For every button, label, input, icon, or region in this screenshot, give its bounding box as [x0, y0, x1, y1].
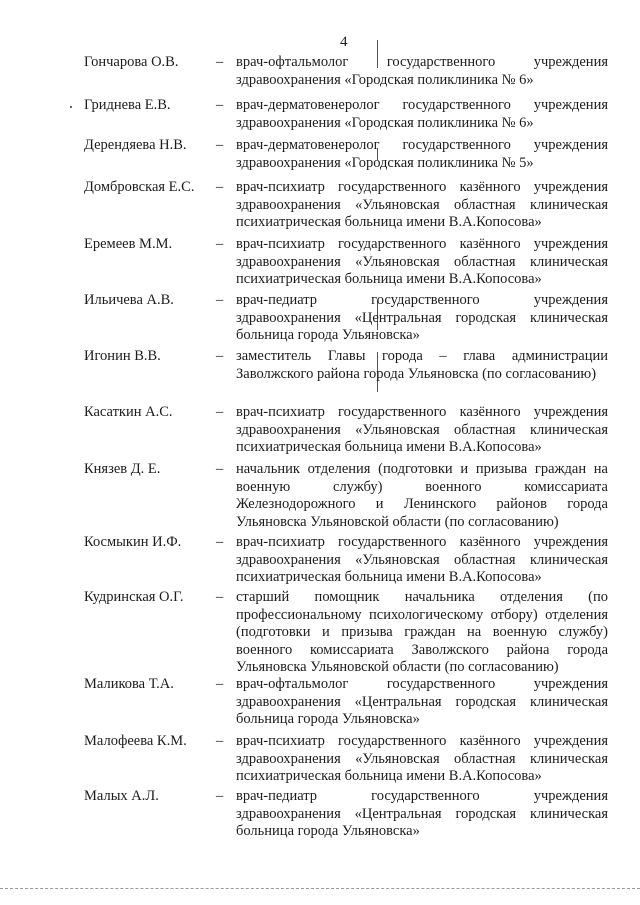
member-name: Домбровская Е.С.: [84, 179, 195, 195]
member-position: врач-психиатр государственного казённого учреждения здравоохранения «Ульяновская областная клиническая психиатрическая больница имени В.А.Копосова»: [236, 236, 608, 287]
dash-separator: –: [216, 589, 224, 605]
member-name: Князев Д. Е.: [84, 461, 161, 477]
member-position: врач-педиатр государственного учреждения здравоохранения «Центральная городская клиническая больница города Ульяновска»: [236, 788, 608, 839]
member-position: врач-психиатр государственного казённого учреждения здравоохранения «Ульяновская областная клиническая психиатрическая больница имени В.А.Копосова»: [236, 179, 608, 230]
dash-separator: –: [216, 348, 224, 364]
member-position: заместитель Главы города – глава администрации Заволжского района города Ульяновска (по согласованию): [236, 348, 608, 382]
member-position: врач-офтальмолог государственного учреждения здравоохранения «Городская поликлиника № 6»: [236, 54, 608, 88]
member-position: начальник отделения (подготовки и призыва граждан на военную службу) военного комиссариата Железнодорожного и Ленинского районов города Ульяновска Ульяновской области (по согласованию): [236, 461, 608, 530]
dash-separator: –: [216, 54, 224, 70]
page-number: 4: [340, 34, 348, 50]
member-name: Ильичева А.В.: [84, 292, 174, 308]
dash-separator: –: [216, 788, 224, 804]
member-name: Малофеева К.М.: [84, 733, 187, 749]
member-name: Касаткин А.С.: [84, 404, 173, 420]
dash-separator: –: [216, 179, 224, 195]
member-position: врач-дерматовенеролог государственного учреждения здравоохранения «Городская поликлиника № 6»: [236, 97, 608, 131]
scan-speck: [70, 106, 72, 108]
dash-separator: –: [216, 404, 224, 420]
member-position: старший помощник начальника отделения (по профессиональному психологическому отбору) отделения (подготовки и призыва граждан на военную службу) военного комиссариата Заволжского района города Ульяновска Ульяновской области (по согласованию): [236, 589, 608, 675]
member-position: врач-офтальмолог государственного учреждения здравоохранения «Центральная городская клиническая больница города Ульяновска»: [236, 676, 608, 727]
member-position: врач-педиатр государственного учреждения здравоохранения «Центральная городская клиническая больница города Ульяновска»: [236, 292, 608, 343]
dash-separator: –: [216, 137, 224, 153]
dash-separator: –: [216, 676, 224, 692]
member-name: Игонин В.В.: [84, 348, 161, 364]
member-name: Малых А.Л.: [84, 788, 159, 804]
dash-separator: –: [216, 733, 224, 749]
scan-bottom-edge: [0, 888, 640, 889]
dash-separator: –: [216, 292, 224, 308]
member-position: врач-дерматовенеролог государственного учреждения здравоохранения «Городская поликлиника № 5»: [236, 137, 608, 171]
member-name: Гончарова О.В.: [84, 54, 179, 70]
dash-separator: –: [216, 236, 224, 252]
member-position: врач-психиатр государственного казённого учреждения здравоохранения «Ульяновская областная клиническая психиатрическая больница имени В.А.Копосова»: [236, 404, 608, 455]
member-name: Еремеев М.М.: [84, 236, 173, 252]
member-position: врач-психиатр государственного казённого учреждения здравоохранения «Ульяновская областная клиническая психиатрическая больница имени В.А.Копосова»: [236, 733, 608, 784]
member-name: Гриднева Е.В.: [84, 97, 171, 113]
member-position: врач-психиатр государственного казённого учреждения здравоохранения «Ульяновская областная клиническая психиатрическая больница имени В.А.Копосова»: [236, 534, 608, 585]
member-name: Космыкин И.Ф.: [84, 534, 182, 550]
dash-separator: –: [216, 461, 224, 477]
dash-separator: –: [216, 534, 224, 550]
member-name: Дерендяева Н.В.: [84, 137, 187, 153]
dash-separator: –: [216, 97, 224, 113]
member-name: Маликова Т.А.: [84, 676, 174, 692]
member-name: Кудринская О.Г.: [84, 589, 184, 605]
